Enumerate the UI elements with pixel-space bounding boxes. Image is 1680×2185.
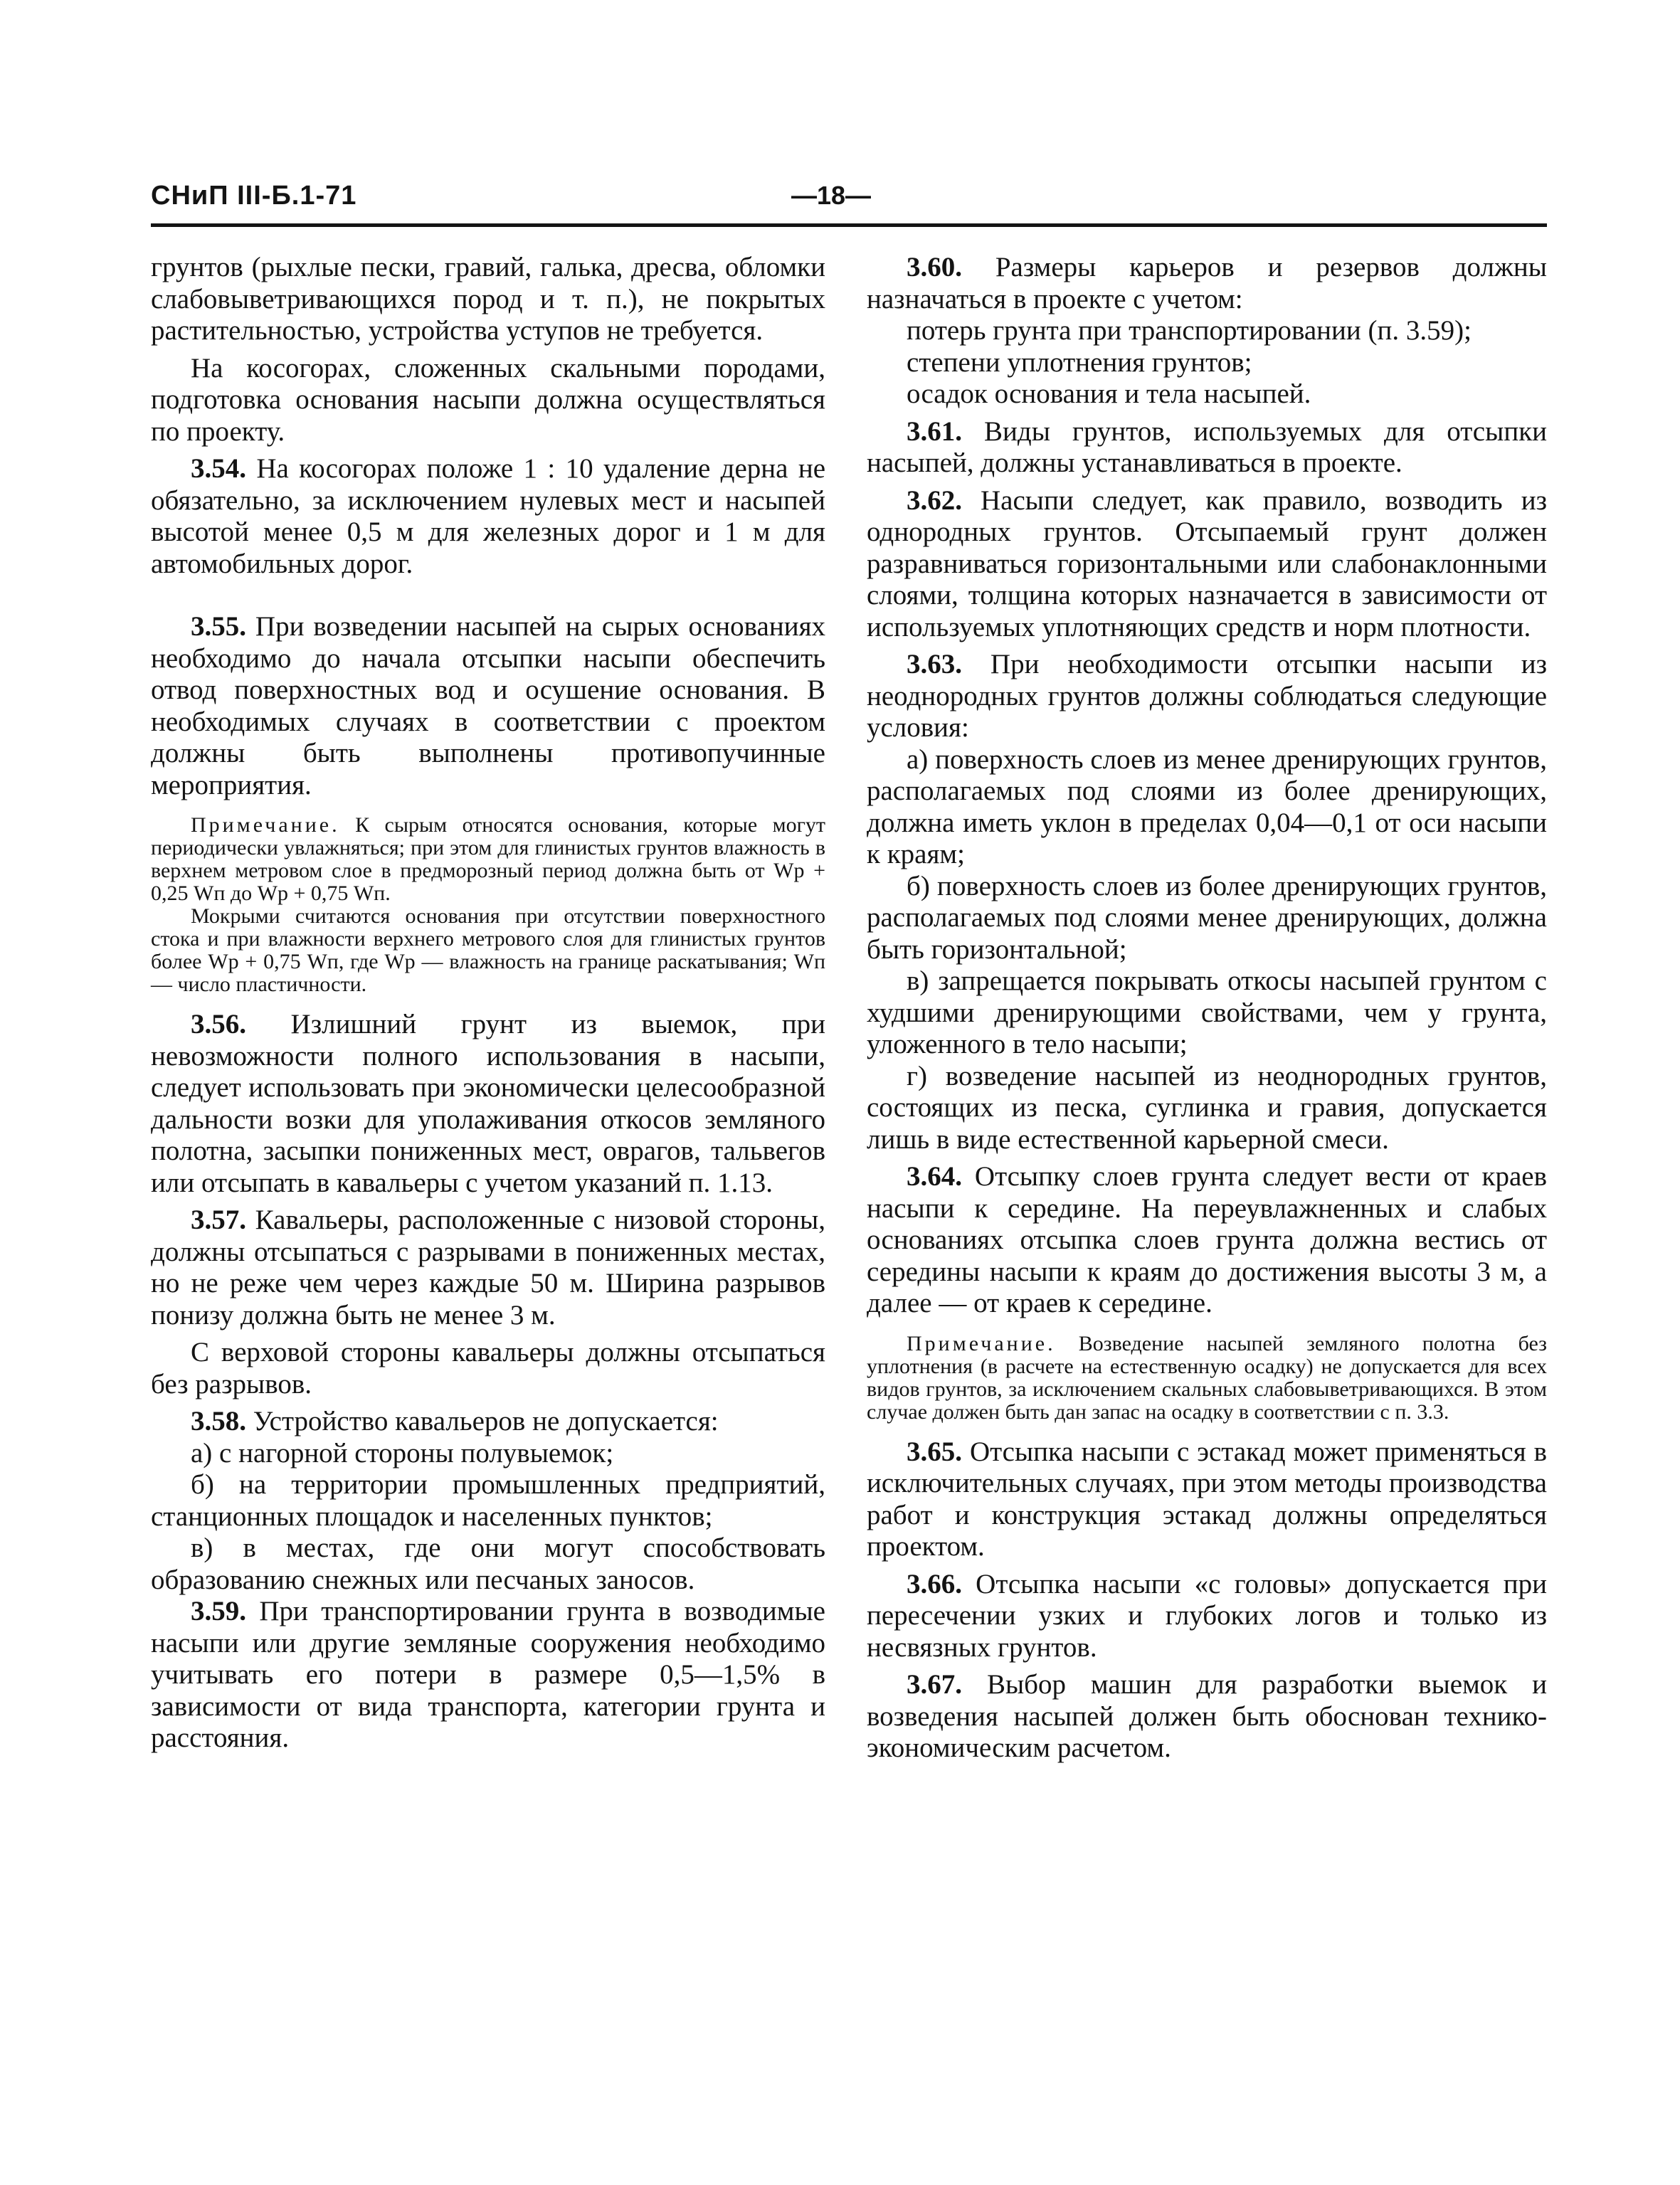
clause-3-59: 3.59. При транспортировании грунта в возводимые насыпи или другие земляные сооружения необходимо учитывать его потери в размере 0,5—1,5% в зависимости от вида транспорта, категории грунта и расстояния. [151, 1596, 825, 1753]
list-item-settlement: осадок основания и тела насыпей. [907, 379, 1311, 409]
clause-3-65: 3.65. Отсыпка насыпи с эстакад может применяться в исключительных случаях, при этом методы производства работ и конструкция эстакад должны определяться проектом. [867, 1436, 1548, 1562]
clause-3-56: 3.56. Излишний грунт из выемок, при невозможности полного использования в насыпи, следует использовать при экономически целесообразной дальности возки для уполаживания откосов земляного полотна, засыпки пониженных мест, оврагов, тальвегов или отсыпать в кавальеры с учетом указаний п. 1.13. [151, 1009, 825, 1198]
note-soaked-foundations: Мокрыми считаются основания при отсутствии поверхностного стока и при влажности верхнего метрового слоя для глинистых грунтов более Wр + 0,75 Wп, где Wр — влажность на границе раскатывания; Wп — число пластичности. [151, 904, 825, 996]
list-item-g: г) возведение насыпей из неоднородных грунтов, состоящих из песка, суглинка и гравия, допускается лишь в виде естественной карьерной смеси. [867, 1060, 1547, 1155]
clause-3-55: 3.55. При возведении насыпей на сырых основаниях необходимо до начала отсыпки насыпи обеспечить отвод поверхностных вод и осушение основания. В необходимых случаях в соответствии с проектом должны быть выполнены противопучинные мероприятия. [151, 611, 826, 800]
list-item-b: б) на территории промышленных предприятий, станционных площадок и населенных пунктов; [151, 1469, 825, 1532]
list-item-compaction: степени уплотнения грунтов; [907, 346, 1252, 378]
clause-3-54: 3.54. На косогорах положе 1 : 10 удаление дерна не обязательно, за исключением нулевых мест и насыпей высотой менее 0,5 м для железных дорог и 1 м для автомобильных дорог. [151, 453, 825, 579]
clause-3-60: 3.60. Размеры карьеров и резервов должны назначаться в проекте с учетом: [867, 252, 1547, 314]
page-number: —18— [791, 181, 872, 210]
list-item-a: а) с нагорной стороны полувыемок; [191, 1437, 614, 1469]
note-wet-foundations: Примечание. К сырым относятся основания, которые могут периодически увлажняться; при этом для глинистых грунтов влажность в верхнем метровом слое в предморозный период должна быть от Wр + 0,25 Wп до Wр + 0,75 Wп. [151, 813, 825, 905]
paragraph-upland-side: С верховой стороны кавальеры должны отсыпаться без разрывов. [151, 1337, 825, 1400]
clause-3-62: 3.62. Насыпи следует, как правило, возводить из однородных грунтов. Отсыпаемый грунт должен разравниваться горизонтальными или слабонаклонными слоями, толщина которых назначается в зависимости от используемых уплотняющих средств и норм плотности. [867, 485, 1547, 642]
paragraph-slopes-rock: На косогорах, сложенных скальными породами, подготовка основания насыпи должна осуществляться по проекту. [151, 352, 825, 447]
note-no-compaction: Примечание. Возведение насыпей земляного полотна без уплотнения (в расчете на естественную осадку) не допускается для всех видов грунтов, за исключением скальных слабовыветривающихся. В этом случае должен быть дан запас на осадку в соответствии с п. 3.3. [867, 1331, 1547, 1424]
list-item-losses: потерь грунта при транспортировании (п. 3.59); [907, 315, 1472, 346]
list-item-a: а) поверхность слоев из менее дренирующих грунтов, располагаемых под слоями из более дренирующих, должна иметь уклон в пределах 0,04—0,1 от оси насыпи к краям; [867, 744, 1547, 869]
left-column [151, 252, 825, 1755]
list-item-b: б) поверхность слоев из более дренирующих грунтов, располагаемых под слоями менее дренирующих, должна быть горизонтальной; [867, 870, 1547, 965]
header-rule [151, 223, 1547, 227]
right-column [867, 252, 1547, 1765]
clause-3-64: 3.64. Отсыпку слоев грунта следует вести от краев насыпи к середине. На переувлажненных и слабых основаниях отсыпка слоев грунта должна вестись от середины насыпи к краям до достижения высоты 3 м, а далее — от краев к середине. [867, 1161, 1547, 1318]
clause-3-58: 3.58. Устройство кавальеров не допускается: [191, 1406, 719, 1437]
document-code: СНиП III-Б.1-71 [151, 181, 357, 211]
clause-3-61: 3.61. Виды грунтов, используемых для отсыпки насыпей, должны устанавливаться в проекте. [867, 416, 1548, 478]
paragraph-continuation: грунтов (рыхлые пески, гравий, галька, дресва, обломки слабовыветривающихся пород и т. п.), не покрытых растительностью, устройства уступов не требуется. [151, 252, 825, 346]
page-header [151, 181, 1547, 228]
list-item-v: в) в местах, где они могут способствовать образованию снежных или песчаных заносов. [151, 1533, 825, 1595]
clause-3-67: 3.67. Выбор машин для разработки выемок и возведения насыпей должен быть обоснован технико-экономическим расчетом. [867, 1669, 1548, 1763]
list-item-v: в) запрещается покрывать откосы насыпей грунтом с худшими дренирующими свойствами, чем у грунта, уложенного в тело насыпи; [867, 965, 1547, 1059]
clause-3-57: 3.57. Кавальеры, расположенные с низовой стороны, должны отсыпаться с разрывами в пониженных местах, но не реже чем через каждые 50 м. Ширина разрывов понизу должна быть не менее 3 м. [151, 1205, 826, 1330]
clause-3-66: 3.66. Отсыпка насыпи «с головы» допускается при пересечении узких и глубоких логов и только из несвязных грунтов. [867, 1568, 1547, 1663]
clause-3-63: 3.63. При необходимости отсыпки насыпи из неоднородных грунтов должны соблюдаться следующие условия: [867, 649, 1547, 743]
